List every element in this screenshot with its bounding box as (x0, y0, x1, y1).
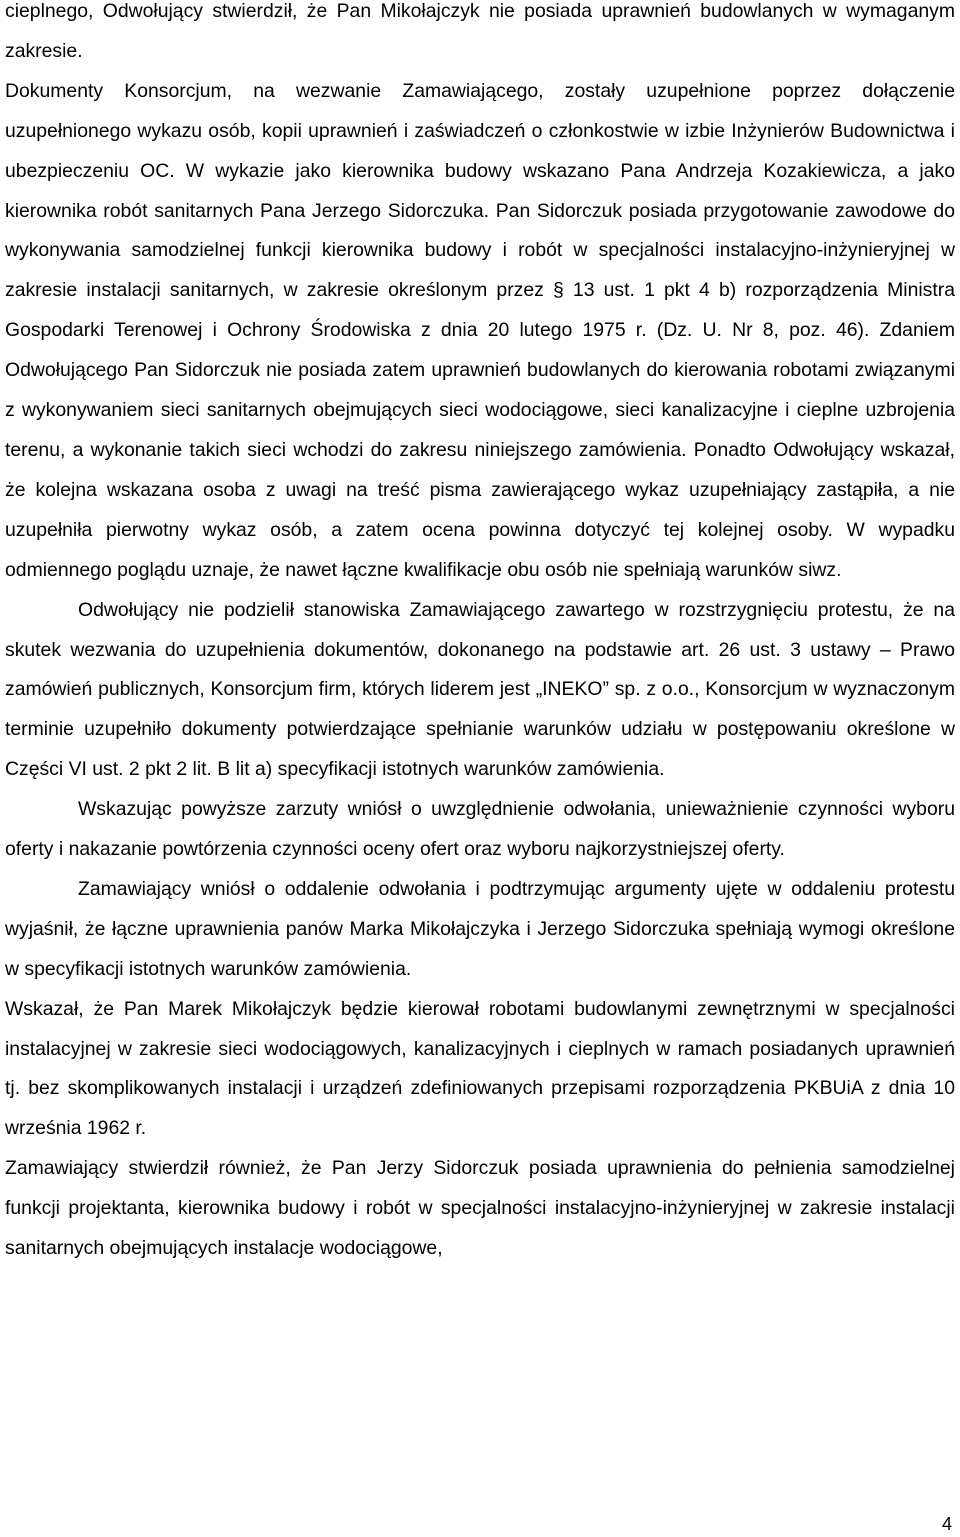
paragraph-5: Zamawiający wniósł o oddalenie odwołania i podtrzymując argumenty ujęte w oddaleniu protestu wyjaśnił, że łączne uprawnienia panów Marka Mikołajczyka i Jerzego Sidorczuka spełniają wymogi określone w specyfikacji istotnych warunków zamówienia. (5, 877, 955, 980)
paragraph-1: cieplnego, Odwołujący stwierdził, że Pan Mikołajczyk nie posiada uprawnień budowlanych w wymaganym zakresie. (5, 0, 955, 62)
paragraph-4: Wskazując powyższe zarzuty wniósł o uwzględnienie odwołania, unieważnienie czynności wyboru oferty i nakazanie powtórzenia czynności oceny ofert oraz wyboru najkorzystniejszej oferty. (5, 798, 955, 861)
paragraph-3: Odwołujący nie podzielił stanowiska Zamawiającego zawartego w rozstrzygnięciu protestu, że na skutek wezwania do uzupełnienia dokumentów, dokonanego na podstawie art. 26 ust. 3 ustawy – Prawo zamówień publicznych, Konsorcjum firm, których liderem jest „INEKO” sp. z o.o., Konsorcjum w wyznaczonym terminie uzupełniło dokumenty potwierdzające spełnianie warunków udziału w postępowaniu określone w Części VI ust. 2 pkt 2 lit. B lit a) specyfikacji istotnych warunków zamówienia. (5, 598, 955, 781)
paragraph-2: Dokumenty Konsorcjum, na wezwanie Zamawiającego, zostały uzupełnione poprzez dołączenie uzupełnionego wykazu osób, kopii uprawnień i zaświadczeń o członkostwie w izbie Inżynierów Budownictwa i ubezpieczeniu OC. W wykazie jako kierownika budowy wskazano Pana Andrzeja Kozakiewicza, a jako kierownika robót sanitarnych Pana Jerzego Sidorczuka. Pan Sidorczuk posiada przygotowanie zawodowe do wykonywania samodzielnej funkcji kierownika budowy i robót w specjalności instalacyjno-inżynieryjnej w zakresie instalacji sanitarnych, w zakresie określonym przez § 13 ust. 1 pkt 4 b) rozporządzenia Ministra Gospodarki Terenowej i Ochrony Środowiska z dnia 20 lutego 1975 r. (Dz. U. Nr 8, poz. 46). Zdaniem Odwołującego Pan Sidorczuk nie posiada zatem uprawnień budowlanych do kierowania robotami związanymi z wykonywaniem sieci sanitarnych obejmujących sieci wodociągowe, sieci kanalizacyjne i cieplne uzbrojenia terenu, a wykonanie takich sieci wchodzi do zakresu niniejszego zamówienia. Ponadto Odwołujący wskazał, że kolejna wskazana osoba z uwagi na treść pisma zawierającego wykaz uzupełniający zastąpiła, a nie uzupełniła pierwotny wykaz osób, a zatem ocena powinna dotyczyć tej kolejnej osoby. W wypadku odmiennego poglądu uznaje, że nawet łączne kwalifikacje obu osób nie spełniają warunków siwz. (5, 79, 955, 581)
document-body (5, 0, 955, 1269)
page-number: 4 (941, 1514, 952, 1534)
paragraph-7: Zamawiający stwierdził również, że Pan Jerzy Sidorczuk posiada uprawnienia do pełnienia samodzielnej funkcji projektanta, kierownika budowy i robót w specjalności instalacyjno-inżynieryjnej w zakresie instalacji sanitarnych obejmujących instalacje wodociągowe, (5, 1157, 955, 1260)
paragraph-6: Wskazał, że Pan Marek Mikołajczyk będzie kierował robotami budowlanymi zewnętrznymi w specjalności instalacyjnej w zakresie sieci wodociągowych, kanalizacyjnych i cieplnych w ramach posiadanych uprawnień tj. bez skomplikowanych instalacji i urządzeń zdefiniowanych przepisami rozporządzenia PKBUiA z dnia 10 września 1962 r. (5, 997, 955, 1140)
document-page (5, 0, 955, 1537)
